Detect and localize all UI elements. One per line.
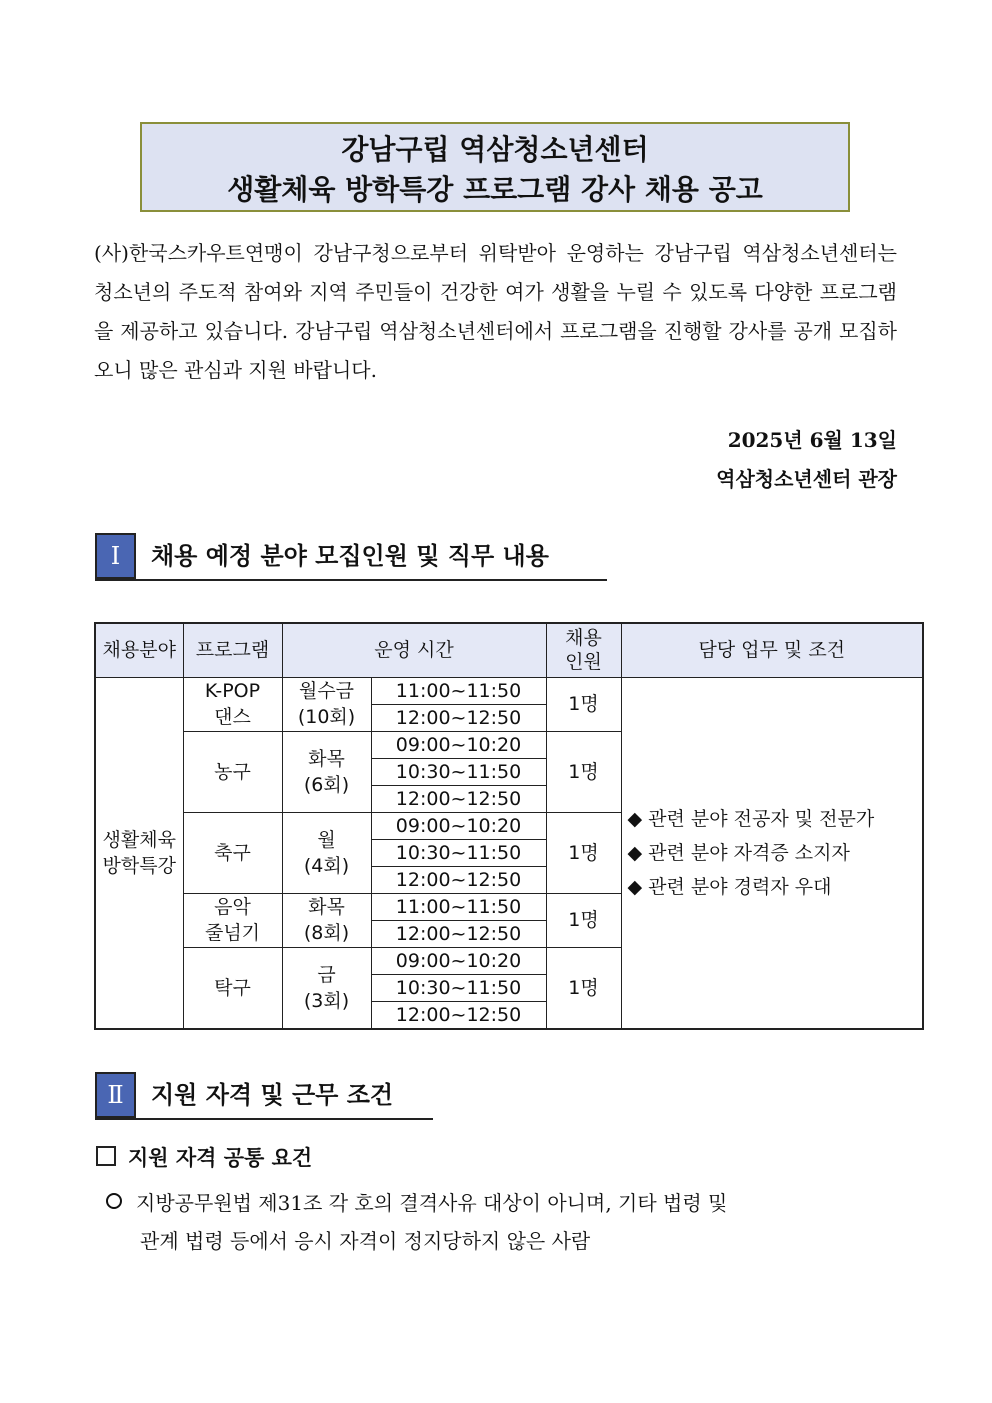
time-slot: 10:30~11:50 bbox=[371, 839, 546, 866]
duty-item: ◆ 관련 분야 경력자 우대 bbox=[627, 875, 832, 898]
days-cell bbox=[282, 947, 371, 1029]
days-line-2: (3회) bbox=[303, 989, 350, 1012]
program-cell bbox=[183, 893, 282, 947]
time-slot: 11:00~11:50 bbox=[371, 677, 546, 704]
field-cell bbox=[95, 677, 183, 1029]
circle-bullet-icon bbox=[106, 1193, 122, 1209]
header-duties: 담당 업무 및 조건 bbox=[621, 623, 923, 677]
time-slot: 10:30~11:50 bbox=[371, 758, 546, 785]
count-cell: 1명 bbox=[546, 677, 621, 731]
program-line-2: 줄넘기 bbox=[204, 922, 261, 944]
duty-item: ◆ 관련 분야 자격증 소지자 bbox=[627, 841, 850, 864]
intro-paragraph: (사)한국스카우트연맹이 강남구청으로부터 위탁받아 운영하는 강남구립 역삼청소년센터는 청소년의 주도적 참여와 지역 주민들이 건강한 여가 생활을 누릴 수 있도록 다양한 프로그램을 제공하고 있습니다. 강남구립 역삼청소년센터에서 프로그램을 진행할 강사를 공개 모집하오니 많은 관심과 지원 바랍니다. bbox=[94, 241, 897, 382]
header-time: 운영 시간 bbox=[282, 623, 546, 677]
eligibility-heading-text: 지원 자격 공통 요건 bbox=[128, 1145, 313, 1170]
days-line-1: 화목 bbox=[308, 747, 345, 770]
program-cell: 축구 bbox=[183, 812, 282, 893]
header-program: 프로그램 bbox=[183, 623, 282, 677]
section-1-number: Ⅰ bbox=[95, 533, 136, 579]
title-line-1: 강남구립 역삼청소년센터 bbox=[341, 133, 649, 166]
time-slot: 12:00~12:50 bbox=[371, 866, 546, 893]
time-slot: 12:00~12:50 bbox=[371, 1001, 546, 1029]
time-slot: 12:00~12:50 bbox=[371, 704, 546, 731]
program-line-2: 댄스 bbox=[214, 706, 251, 728]
count-cell: 1명 bbox=[546, 731, 621, 812]
eligibility-item-line-2: 관계 법령 등에서 응시 자격이 정지당하지 않은 사람 bbox=[140, 1229, 591, 1253]
eligibility-item-line-1 bbox=[106, 1184, 898, 1222]
time-slot: 12:00~12:50 bbox=[371, 920, 546, 947]
header-count-line-2: 인원 bbox=[565, 651, 602, 674]
program-line-1: 음악 bbox=[214, 896, 251, 918]
days-line-1: 월 bbox=[317, 828, 336, 851]
recruitment-table bbox=[94, 622, 924, 1030]
days-line-2: (4회) bbox=[303, 854, 350, 877]
notice-date: 2025년 6월 13일 bbox=[727, 428, 897, 452]
title-line-2: 생활체육 방학특강 프로그램 강사 채용 공고 bbox=[227, 173, 763, 206]
section-1-title: 채용 예정 분야 모집인원 및 직무 내용 bbox=[151, 542, 549, 570]
program-line-1: K-POP bbox=[204, 680, 261, 702]
checkbox-icon bbox=[96, 1146, 116, 1166]
days-cell bbox=[282, 893, 371, 947]
days-cell bbox=[282, 677, 371, 731]
count-cell: 1명 bbox=[546, 812, 621, 893]
count-cell: 1명 bbox=[546, 947, 621, 1029]
time-slot: 09:00~10:20 bbox=[371, 731, 546, 758]
days-line-1: 월수금 bbox=[298, 680, 355, 702]
program-cell: 농구 bbox=[183, 731, 282, 812]
duties-cell bbox=[621, 677, 923, 1029]
section-1-header bbox=[95, 533, 607, 581]
section-2-number: Ⅱ bbox=[95, 1072, 136, 1118]
days-line-1: 화목 bbox=[308, 896, 345, 918]
field-line-1: 생활체육 bbox=[102, 828, 176, 851]
eligibility-item-text-1: 지방공무원법 제31조 각 호의 결격사유 대상이 아니며, 기타 법령 및 bbox=[136, 1191, 728, 1215]
days-line-2: (6회) bbox=[303, 773, 350, 796]
time-slot: 11:00~11:50 bbox=[371, 893, 546, 920]
days-cell bbox=[282, 731, 371, 812]
time-slot: 09:00~10:20 bbox=[371, 812, 546, 839]
section-2-title: 지원 자격 및 근무 조건 bbox=[151, 1081, 394, 1109]
time-slot: 12:00~12:50 bbox=[371, 785, 546, 812]
header-count bbox=[546, 623, 621, 677]
count-cell: 1명 bbox=[546, 893, 621, 947]
eligibility-item bbox=[106, 1184, 898, 1260]
program-cell bbox=[183, 677, 282, 731]
time-slot: 09:00~10:20 bbox=[371, 947, 546, 974]
table-row bbox=[95, 677, 923, 704]
days-line-2: (8회) bbox=[303, 922, 350, 944]
field-line-2: 방학특강 bbox=[102, 854, 176, 877]
program-cell: 탁구 bbox=[183, 947, 282, 1029]
header-count-line-1: 채용 bbox=[565, 627, 602, 650]
header-field: 채용분야 bbox=[95, 623, 183, 677]
time-slot: 10:30~11:50 bbox=[371, 974, 546, 1001]
eligibility-heading bbox=[96, 1142, 312, 1172]
title-box bbox=[140, 122, 850, 212]
duty-item: ◆ 관련 분야 전공자 및 전문가 bbox=[627, 807, 875, 830]
section-2-header bbox=[95, 1072, 433, 1120]
days-cell bbox=[282, 812, 371, 893]
notice-signer: 역삼청소년센터 관장 bbox=[716, 467, 897, 491]
days-line-1: 금 bbox=[317, 963, 336, 986]
days-line-2: (10회) bbox=[297, 706, 356, 728]
